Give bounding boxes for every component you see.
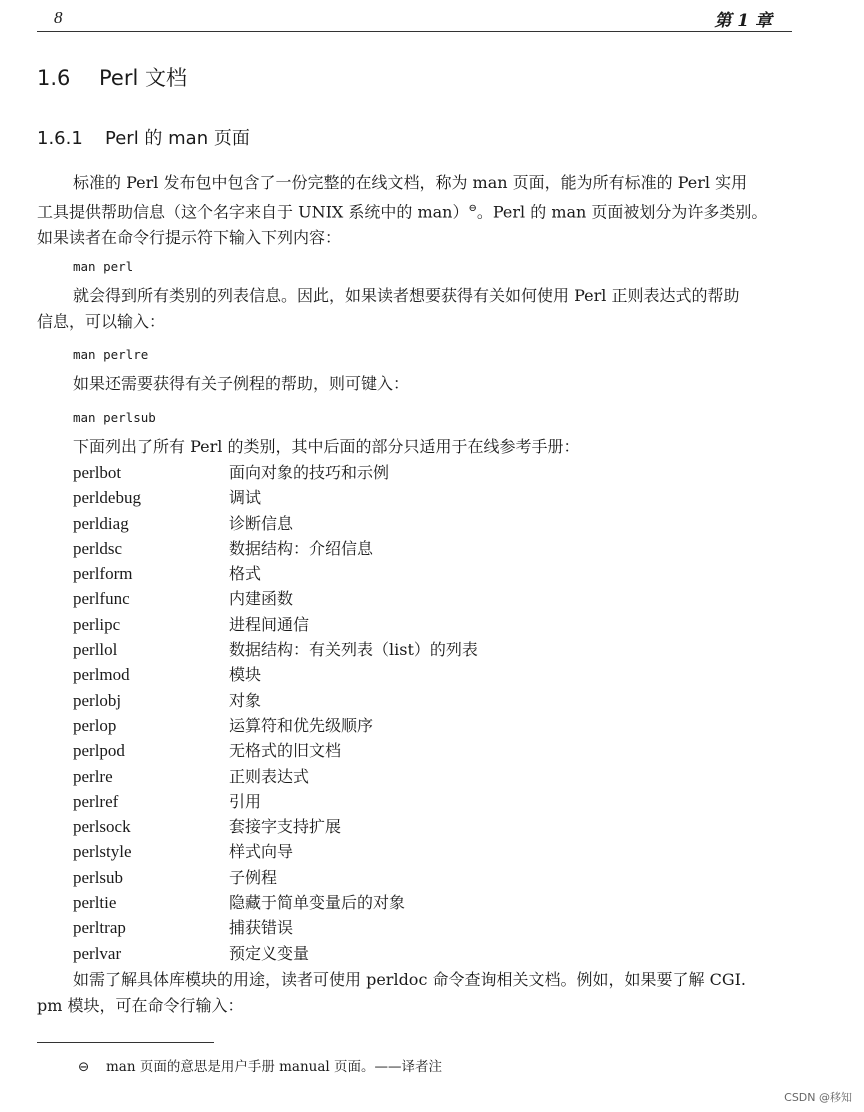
subsection-number: 1.6.1	[37, 128, 83, 149]
category-name: perltrap	[73, 918, 126, 938]
category-desc: 运算符和优先级顺序	[229, 715, 374, 735]
text-span: 。Perl 的 man 页面被划分为许多类别。	[476, 202, 768, 222]
category-desc: 调试	[229, 488, 262, 508]
code-line: man perlsub	[73, 410, 156, 425]
list-item	[73, 511, 478, 536]
list-item	[73, 662, 478, 687]
paragraph-intro	[37, 170, 797, 251]
category-name: perlobj	[73, 690, 122, 710]
list-item	[73, 713, 478, 738]
text-line: 如果读者在命令行提示符下输入下列内容：	[37, 228, 342, 248]
list-item	[73, 839, 478, 864]
list-item	[73, 612, 478, 637]
chapter-label: 第 1 章	[714, 11, 772, 31]
category-desc: 数据结构：有关列表（list）的列表	[229, 640, 478, 660]
text-line: 下面列出了所有 Perl 的类别，其中后面的部分只适用于在线参考手册：	[73, 437, 580, 456]
list-item	[73, 688, 478, 713]
section-heading	[37, 62, 187, 92]
category-desc: 诊断信息	[229, 513, 294, 533]
category-desc: 引用	[229, 791, 262, 811]
list-item	[73, 814, 478, 839]
paragraph-sub	[37, 371, 797, 397]
paragraph-perldoc	[37, 967, 797, 1019]
text-line: pm 模块，可在命令行输入：	[37, 996, 244, 1015]
category-name: perllol	[73, 640, 118, 660]
code-line: man perlre	[73, 347, 149, 362]
text-span: 工具提供帮助信息（这个名字来自于 UNIX 系统中的 man）	[37, 202, 469, 222]
watermark: CSDN @移知	[784, 1091, 852, 1104]
category-name: perlsock	[73, 817, 131, 837]
category-desc: 数据结构：介绍信息	[229, 538, 374, 558]
subsection-title: Perl 的 man 页面	[105, 128, 250, 149]
subsection-heading	[37, 124, 250, 150]
category-desc: 样式向导	[229, 842, 294, 862]
list-item	[73, 586, 478, 611]
text-line: 就会得到所有类别的列表信息。因此，如果读者想要获得有关如何使用 Perl 正则表达式的帮助	[73, 286, 740, 305]
category-desc: 无格式的旧文档	[229, 741, 342, 761]
category-name: perlpod	[73, 741, 125, 761]
category-desc: 隐藏于简单变量后的对象	[229, 893, 406, 913]
category-name: perlmod	[73, 665, 130, 685]
text-line: 如果还需要获得有关子例程的帮助，则可键入：	[73, 374, 410, 393]
paragraph-regex	[37, 283, 797, 335]
category-name: perldebug	[73, 488, 141, 508]
category-name: perlipc	[73, 614, 121, 634]
list-item	[73, 915, 478, 940]
category-name: perlbot	[73, 463, 122, 482]
category-name: perlfunc	[73, 589, 130, 609]
section-number: 1.6	[37, 66, 71, 90]
category-name: perldsc	[73, 538, 123, 558]
list-item	[73, 941, 478, 966]
category-desc: 内建函数	[229, 589, 294, 609]
category-desc: 模块	[229, 665, 262, 685]
list-item	[73, 789, 478, 814]
paragraph-list-intro	[37, 434, 797, 460]
list-item	[73, 890, 478, 915]
footnote-ref-icon: ⊖	[468, 203, 477, 214]
category-name: perltie	[73, 893, 117, 913]
category-name: perlre	[73, 766, 113, 786]
category-desc: 格式	[229, 564, 262, 584]
category-desc: 预定义变量	[229, 943, 310, 963]
category-desc: 面向对象的技巧和示例	[229, 463, 390, 482]
category-name: perlsub	[73, 867, 124, 887]
list-item	[73, 637, 478, 662]
footnote-text: man 页面的意思是用户手册 manual 页面。——译者注	[106, 1059, 443, 1075]
list-item	[73, 561, 478, 586]
category-desc: 套接字支持扩展	[229, 817, 342, 837]
footnote	[78, 1055, 442, 1075]
category-desc: 子例程	[229, 867, 278, 887]
text-line: 信息，可以输入：	[37, 312, 166, 331]
category-name: perldiag	[73, 513, 129, 533]
category-desc: 进程间通信	[229, 614, 310, 634]
list-item	[73, 485, 478, 510]
page-number: 8	[54, 8, 63, 27]
list-item	[73, 460, 478, 485]
header-rule	[37, 31, 792, 32]
category-desc: 对象	[229, 690, 262, 710]
text-line: 标准的 Perl 发布包中包含了一份完整的在线文档，称为 man 页面，能为所有标准的 Perl 实用	[73, 173, 748, 192]
category-desc: 捕获错误	[229, 918, 294, 938]
category-name: perlform	[73, 564, 133, 584]
list-item	[73, 865, 478, 890]
category-list	[73, 460, 478, 966]
footnote-rule	[37, 1042, 214, 1043]
list-item	[73, 536, 478, 561]
category-desc: 正则表达式	[229, 766, 310, 786]
list-item	[73, 738, 478, 763]
category-name: perlstyle	[73, 842, 132, 862]
footnote-mark-icon: ⊖	[78, 1059, 90, 1075]
list-item	[73, 764, 478, 789]
text-line	[37, 196, 797, 225]
text-line: 如需了解具体库模块的用途，读者可使用 perldoc 命令查询相关文档。例如，如果要了解 CGI.	[73, 970, 747, 989]
code-line: man perl	[73, 259, 134, 274]
category-name: perlop	[73, 715, 117, 735]
section-title: Perl 文档	[99, 66, 187, 90]
category-name: perlref	[73, 791, 119, 811]
category-name: perlvar	[73, 943, 122, 963]
